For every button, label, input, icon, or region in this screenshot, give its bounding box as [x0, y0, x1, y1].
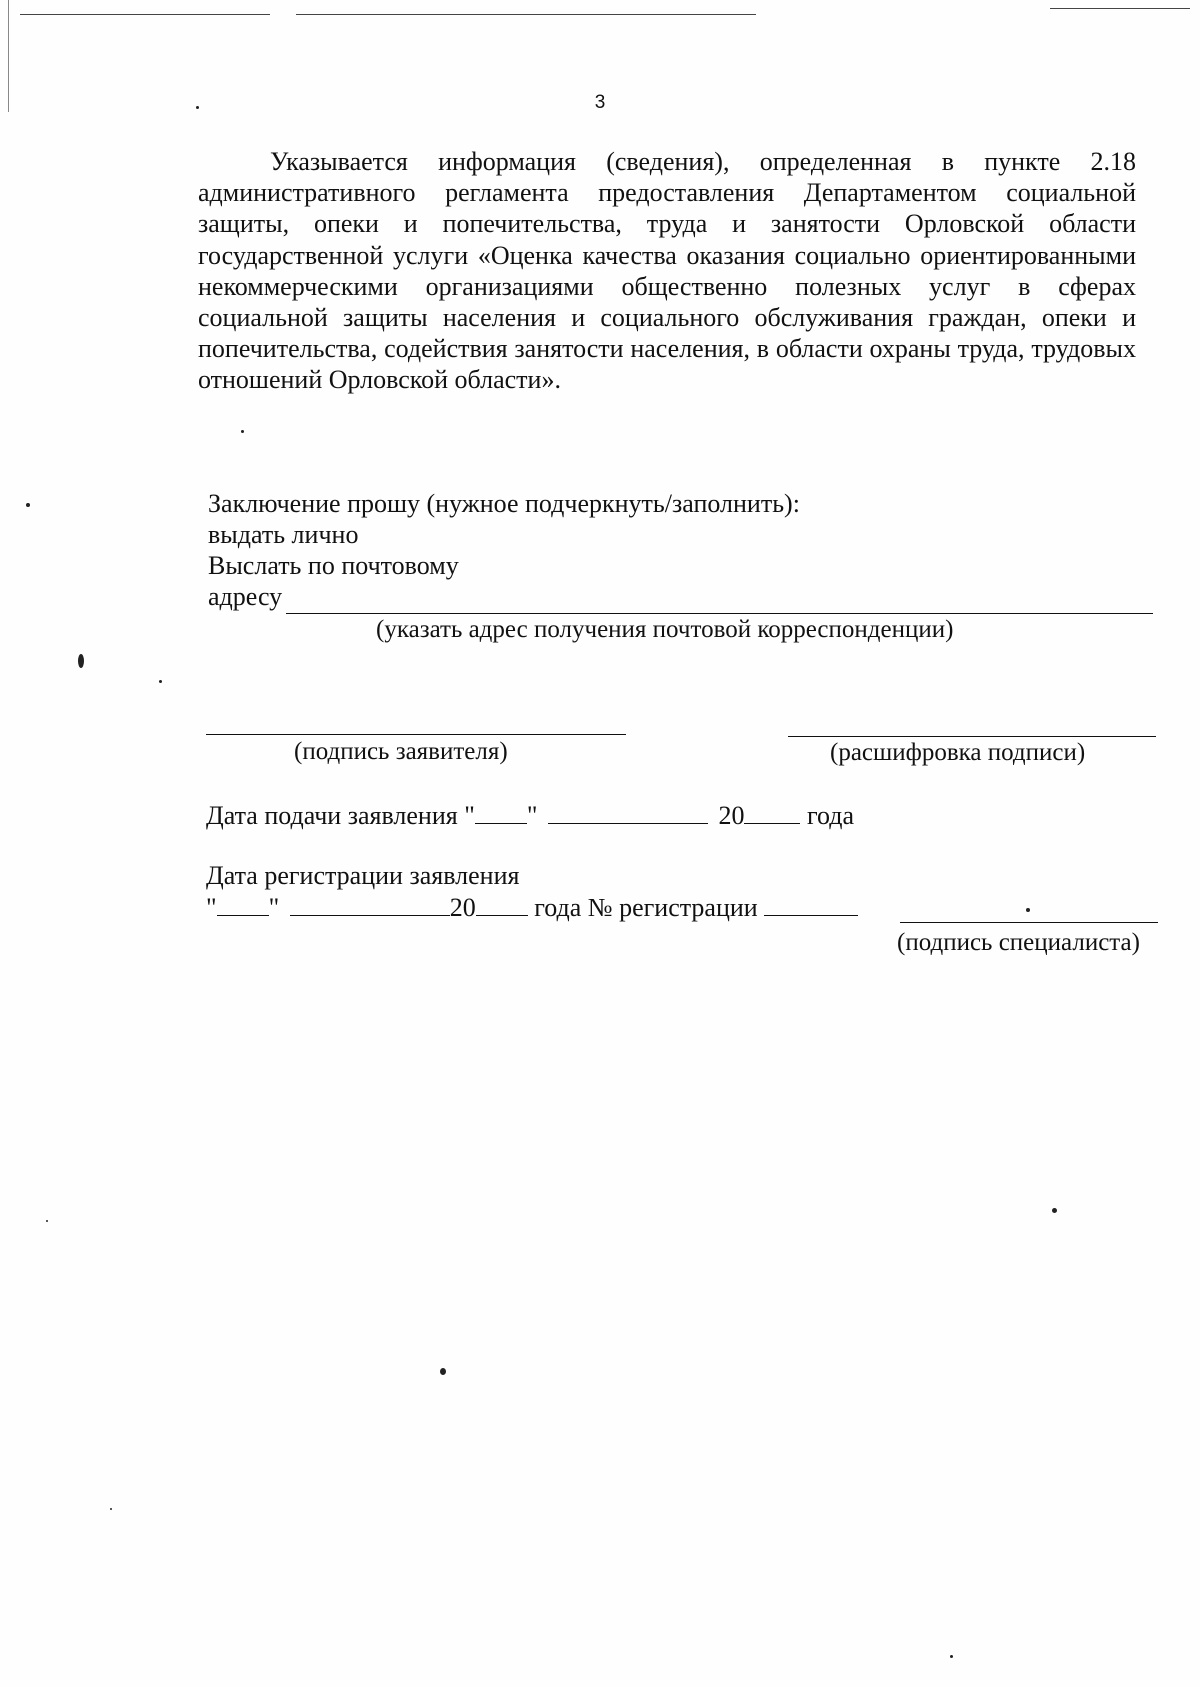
submission-century: 20 — [718, 801, 745, 830]
scan-speck — [78, 654, 84, 668]
registration-month-blank[interactable] — [290, 893, 450, 916]
registration-number-blank[interactable] — [764, 893, 858, 916]
scan-speck — [110, 1508, 112, 1510]
submission-date-row — [206, 801, 854, 831]
delivery-request-block — [208, 488, 800, 612]
option-personal: выдать лично — [208, 520, 359, 549]
registration-label: Дата регистрации заявления — [206, 861, 520, 890]
scan-edge-line — [296, 14, 756, 15]
scan-speck — [440, 1368, 446, 1375]
scan-edge-line — [20, 14, 270, 15]
registration-day-blank[interactable] — [217, 893, 269, 916]
scan-speck — [950, 1655, 953, 1658]
registration-quote-close: " — [268, 893, 280, 922]
address-fill-line[interactable] — [286, 613, 1153, 614]
registration-quote-open: " — [206, 893, 217, 922]
request-heading: Заключение прошу (нужное подчеркнуть/заполнить): — [208, 489, 800, 518]
address-hint: (указать адрес получения почтовой корреспонденции) — [376, 616, 954, 643]
specialist-signature-hint: (подпись специалиста) — [897, 929, 1140, 956]
scan-speck — [241, 430, 244, 433]
submission-date-label: Дата подачи заявления " — [206, 801, 475, 830]
scan-speck — [196, 106, 199, 109]
applicant-signature-hint: (подпись заявителя) — [294, 738, 508, 765]
scan-speck — [1052, 1208, 1057, 1213]
paragraph-text: Указывается информация (сведения), определенная в пункте 2.18 административного регламента предоставления Департаментом социальной защиты, опеки и попечительства, труда и занятости Орловской области государственной услуги «Оценка качества оказания социально ориентированными некоммерческими организациями общественно полезных услуг в сферах социальной защиты населения и социального обслуживания граждан, опеки и попечительства, содействия занятости населения, в области охраны труда, трудовых отношений Орловской области». — [198, 147, 1136, 395]
submission-year-word: года — [806, 801, 854, 830]
scan-speck — [26, 503, 30, 507]
submission-year-blank[interactable] — [744, 801, 800, 824]
submission-month-blank[interactable] — [548, 801, 708, 824]
signature-decoding-line[interactable] — [788, 736, 1156, 737]
submission-quote-close: " — [526, 801, 538, 830]
scan-speck — [1026, 908, 1030, 912]
scan-speck — [46, 1220, 48, 1222]
submission-day-blank[interactable] — [475, 801, 527, 824]
page-number: 3 — [594, 92, 606, 113]
specialist-signature-line[interactable] — [900, 922, 1158, 923]
body-paragraph — [198, 146, 1136, 396]
registration-row — [206, 893, 858, 923]
signature-decoding-hint: (расшифровка подписи) — [830, 739, 1086, 766]
registration-century: 20 — [449, 893, 476, 922]
scan-speck — [159, 680, 162, 683]
applicant-signature-line[interactable] — [206, 734, 626, 735]
registration-number-label: года № регистрации — [534, 893, 758, 922]
registration-year-blank[interactable] — [476, 893, 528, 916]
address-label: адресу — [208, 582, 283, 611]
scan-edge-line — [1050, 8, 1190, 9]
option-mail: Выслать по почтовому — [208, 551, 459, 580]
